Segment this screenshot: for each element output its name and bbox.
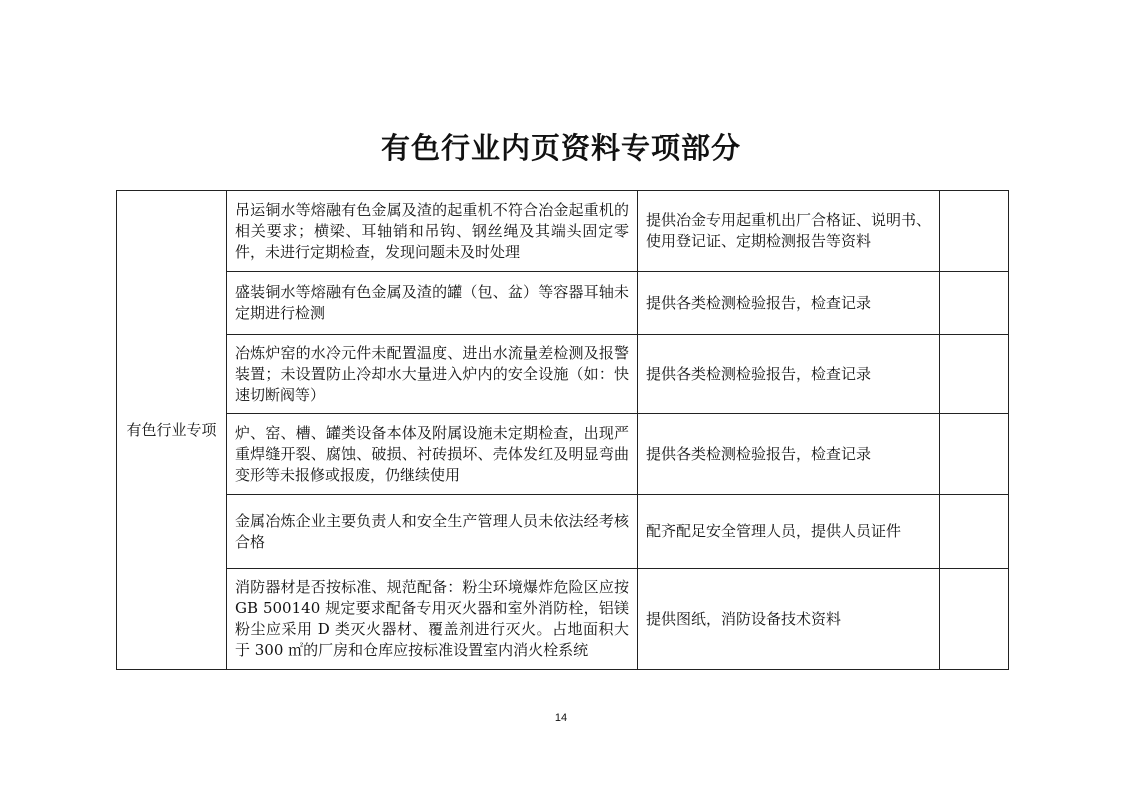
remark-cell <box>940 272 1009 335</box>
remark-cell <box>940 569 1009 670</box>
requirement-cell: 提供各类检测检验报告，检查记录 <box>638 414 940 495</box>
remark-cell <box>940 191 1009 272</box>
page-number: 14 <box>554 712 568 724</box>
requirement-cell: 提供各类检测检验报告，检查记录 <box>638 272 940 335</box>
inspection-table <box>116 190 1009 670</box>
requirement-cell: 提供冶金专用起重机出厂合格证、说明书、使用登记证、定期检测报告等资料 <box>638 191 940 272</box>
requirement-cell: 提供各类检测检验报告，检查记录 <box>638 335 940 414</box>
item-cell: 冶炼炉窑的水冷元件未配置温度、进出水流量差检测及报警装置；未设置防止冷却水大量进入炉内的安全设施（如：快速切断阀等） <box>227 335 638 414</box>
requirement-cell: 提供图纸，消防设备技术资料 <box>638 569 940 670</box>
table-row <box>117 414 1009 495</box>
remark-cell <box>940 495 1009 569</box>
item-cell: 炉、窑、槽、罐类设备本体及附属设施未定期检查，出现严重焊缝开裂、腐蚀、破损、衬砖损坏、壳体发红及明显弯曲变形等未报修或报废，仍继续使用 <box>227 414 638 495</box>
table-row <box>117 569 1009 670</box>
table-row <box>117 191 1009 272</box>
item-cell: 消防器材是否按标准、规范配备：粉尘环境爆炸危险区应按 GB 500140 规定要求配备专用灭火器和室外消防栓，铝镁粉尘应采用 D 类灭火器材、覆盖剂进行灭火。占地面积大于 300 ㎡的厂房和仓库应按标准设置室内消火栓系统 <box>227 569 638 670</box>
item-cell: 盛装铜水等熔融有色金属及渣的罐（包、盆）等容器耳轴未定期进行检测 <box>227 272 638 335</box>
remark-cell <box>940 414 1009 495</box>
table-row <box>117 272 1009 335</box>
table-row <box>117 495 1009 569</box>
item-cell: 金属冶炼企业主要负责人和安全生产管理人员未依法经考核合格 <box>227 495 638 569</box>
category-cell: 有色行业专项 <box>117 191 227 670</box>
requirement-cell: 配齐配足安全管理人员，提供人员证件 <box>638 495 940 569</box>
remark-cell <box>940 335 1009 414</box>
table-row <box>117 335 1009 414</box>
page-title: 有色行业内页资料专项部分 <box>380 131 741 165</box>
item-cell: 吊运铜水等熔融有色金属及渣的起重机不符合冶金起重机的相关要求；横梁、耳轴销和吊钩、钢丝绳及其端头固定零件，未进行定期检查，发现问题未及时处理 <box>227 191 638 272</box>
